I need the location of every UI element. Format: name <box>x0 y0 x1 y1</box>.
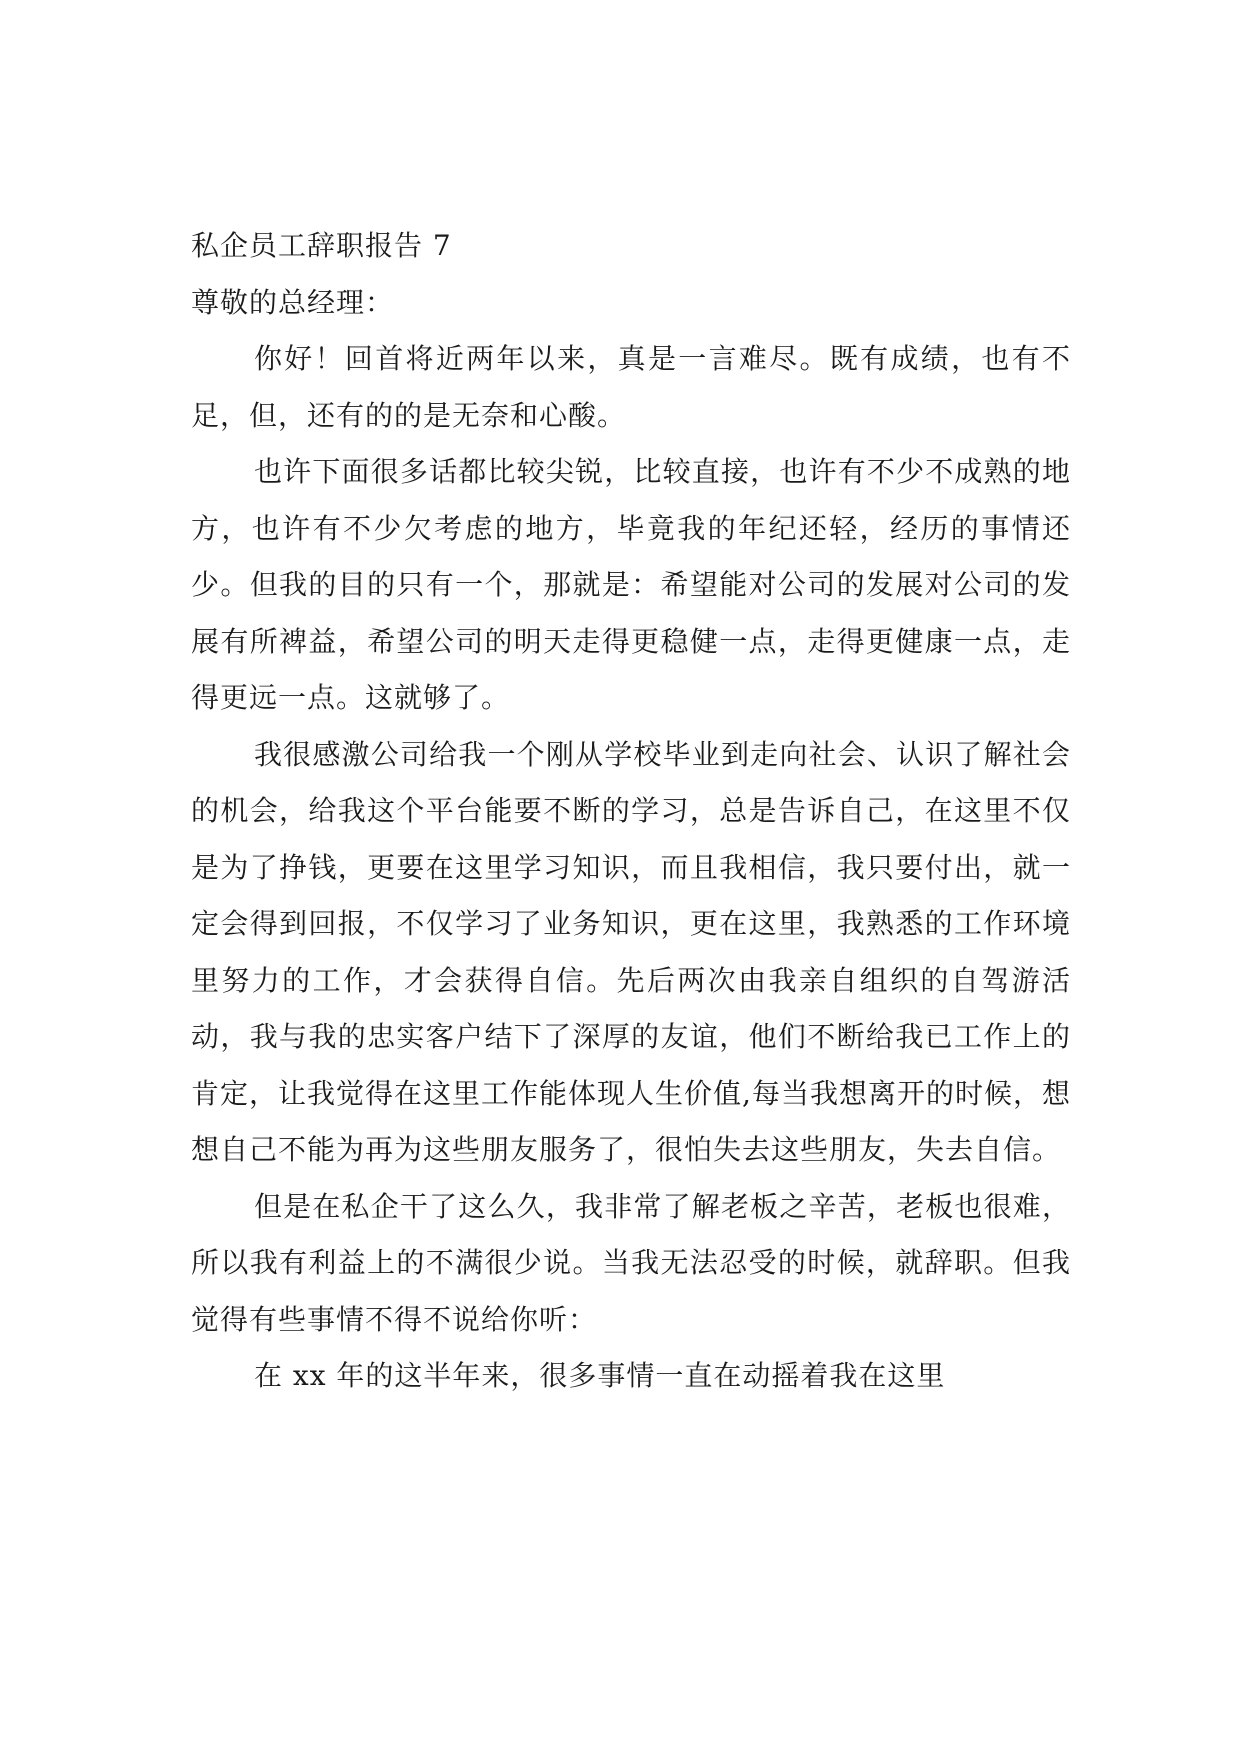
salutation: 尊敬的总经理： <box>191 285 395 319</box>
paragraph-2: 也许下面很多话都比较尖锐，比较直接，也许有不少不成熟的地方，也许有不少欠考虑的地方，毕竟我的年纪还轻，经历的事情还少。但我的目的只有一个，那就是：希望能对公司的发展对公司的发展有所裨益，希望公司的明天走得更稳健一点，走得更健康一点，走得更远一点。这就够了。 <box>191 455 1071 714</box>
paragraph-1: 你好！回首将近两年以来，真是一言难尽。既有成绩，也有不足，但，还有的的是无奈和心酸。 <box>191 342 1071 432</box>
paragraph-4: 但是在私企干了这么久，我非常了解老板之辛苦，老板也很难，所以我有利益上的不满很少说。当我无法忍受的时候，就辞职。但我觉得有些事情不得不说给你听： <box>191 1189 1071 1336</box>
document-body <box>191 218 1071 1405</box>
document-title: 私企员工辞职报告 7 <box>191 229 452 262</box>
paragraph-3: 我很感激公司给我一个刚从学校毕业到走向社会、认识了解社会的机会，给我这个平台能要不断的学习，总是告诉自己，在这里不仅是为了挣钱，更要在这里学习知识，而且我相信，我只要付出，就一定会得到回报，不仅学习了业务知识，更在这里，我熟悉的工作环境里努力的工作，才会获得自信。先后两次由我亲自组织的自驾游活动，我与我的忠实客户结下了深厚的友谊，他们不断给我已工作上的肯定，让我觉得在这里工作能体现人生价值,每当我想离开的时候，想想自己不能为再为这些朋友服务了，很怕失去这些朋友，失去自信。 <box>191 737 1071 1166</box>
paragraph-5: 在 xx 年的这半年来，很多事情一直在动摇着我在这里 <box>254 1359 946 1392</box>
